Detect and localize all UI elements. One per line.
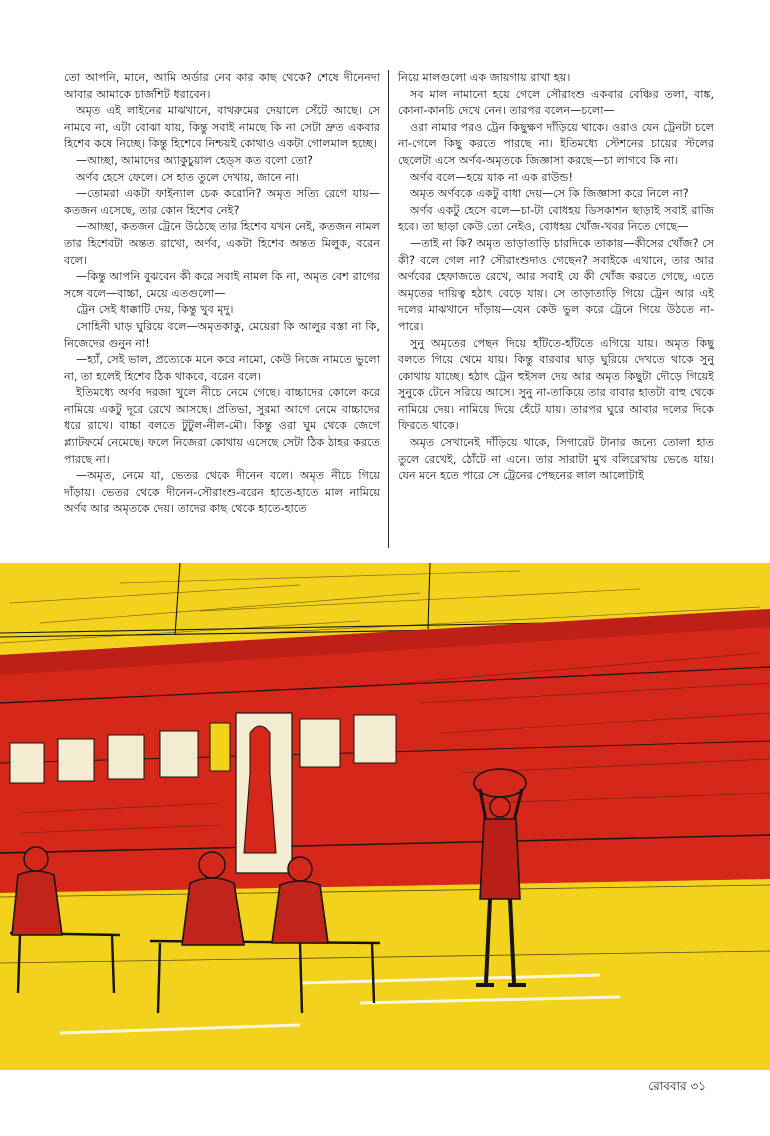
article-paragraph: —তাই না কি? অমৃত তাড়াতাড়ি চারদিকে তাকায়—কীসের খোঁজ? সে কী? বলে গেল না? সৌরাংশুদাও গেছেন? সবাইকে এখানে, তার আর অর্ণবের হেফাজতে রেখে, আর সবাই যে কী খোঁজ করতে গেছে, এতে অমৃতের দায়িত্ব হঠাৎ বেড়ে যায়। সে তাড়াতাড়ি গিয়ে ট্রেন আর এই দলের মাঝখানে দাঁড়ায়—যেন কেউ ভুল করে ট্রেনে গিয়ে উঠতে না-পারে। [398,236,714,333]
article-paragraph: —আচ্ছা, কতজন ট্রেনে উঠেছে তার হিশেব যখন নেই, কতজন নামল তার হিশেবটা অন্তত রাখো, অর্ণব, একটা হিশেব অন্তত মিলুক, বরেন বলে। [64,220,380,267]
article-paragraph: —আচ্ছা, আমাদের অ্যাকুচুয়াল হেড্‌স কত বলো তো? [76,153,313,167]
article-paragraph: ইতিমধ্যে অর্ণব দরজা খুলে নীচে নেমে গেছে। বাচ্চাদের কোলে করে নামিয়ে একটু দূরে রেখে আসছে। প্রতিভা, সুরমা আগে নেমে বাচ্চাদের ধরে রাখে। বাচ্চা বলতে টুটুল-নীল-মৌ। কিন্তু ওরা ঘুম থেকে জেগে প্ল্যাটফর্মে নেমেছে। ফলে নিজেরা কোথায় এসেছে সেটা ঠিক ঠাহর করতে পারছে না। [64,386,380,466]
article-column-left [64,70,380,546]
article-paragraph: তো আপনি, মানে, আমি অর্ডার নেব কার কাছ থেকে? শেষে দীনেনদা আবার আমাকে চার্জশিট ধরাবেন। [64,71,380,101]
train-platform-illustration [0,563,770,1070]
article-paragraph: ওরা নামার পরও ট্রেন কিছুক্ষণ দাঁড়িয়ে থাকে। ওরাও যেন ট্রেনটা চলে না-গেলে কিছু করতে পারছে না। ইতিমধ্যে স্টেশনের চায়ের স্টলের ছেলেটা এসে অর্ণব-অমৃতকে জিজ্ঞাসা করছে—চা লাগবে কি না। [398,120,714,167]
article-paragraph: অর্ণব বলে—হয়ে যাক না এক রাউন্ড! [410,170,573,184]
article-paragraph: সোহিনী ঘাড় ঘুরিয়ে বলে—অমৃতকাকু, মেয়েরা কি আলুর বস্তা না কি, নিজেদের গুনুন না! [64,319,380,350]
article-paragraph: —অমৃত, নেমে যা, ভেতর থেকে দীনেন বলে। অমৃত নীচে গিয়ে দাঁড়ায়। ভেতর থেকে দীনেন-সৌরাংশু-বরেন হাতে-হাতে মাল নামিয়ে অর্ণব আর অমৃতকে দেয়। তাদের কাছ থেকে হাতে-হাতে [64,469,380,516]
platform-floor [0,879,770,1070]
article-paragraph: সব মাল নামানো হয়ে গেলে সৌরাংশু একবার বেঞ্চির তলা, বাঙ্ক, কোনা-কানচি দেখে নেন। তারপর বলেন—চলো— [398,87,714,118]
article-paragraph: নিয়ে মালগুলো এক জায়গায় রাখা হয়। [398,71,571,84]
column-divider [388,70,389,548]
article-paragraph: অমৃত এই লাইনের মাঝখানে, বাথরুমের দেয়ালে সেঁটে আছে। সে নামবে না, এটা বোঝা যায়, কিন্তু সবাই নামছে কি না সেটা দ্রুত একবার হিশেব কষে নিচ্ছে। কিন্তু হিশেবে নিশ্চয়ই কোথাও একটা গোলমাল হচ্ছে। [64,104,380,151]
article-column-right [398,70,714,546]
article-paragraph: অমৃত অর্ণবকে একটু বাধা দেয়—সে কি জিজ্ঞাসা করে নিলে না? [410,187,689,201]
article-paragraph: সুনু অমৃতের পেছন দিয়ে হাঁটতে-হাঁটতে এগিয়ে যায়। অমৃত কিছু বলতে গিয়ে থেমে যায়। কিন্তু বারবার ঘাড় ঘুরিয়ে দেখতে থাকে সুনু কোথায় যাচ্ছে। হঠাৎ ট্রেন হুইসল দেয় আর অমৃত কিছুটা দৌড়ে গিয়েই সুনুকে টেনে সরিয়ে আসে। সুনু না-তাকিয়ে তার বাবার হাতটা বাহু থেকে নামিয়ে দেয়। নামিয়ে দিয়ে হেঁটে যায়। তারপর ঘুরে আবার দলের দিকে ফিরতে থাকে। [398,336,714,433]
article-paragraph: —হ্যাঁ, সেই ভাল, প্রত্যেকে মনে করে নামো, কেউ নিজে নামতে ভুলো না, তা হলেই হিশেব ঠিক থাকবে, বরেন বলে। [64,353,380,383]
article-paragraph: ট্রেন সেই ধাক্কাটি দেয়, কিন্তু খুব মৃদু। [76,303,234,317]
illustration-drawing [0,563,770,1070]
article-paragraph: —কিন্তু আপনি বুঝবেন কী করে সবাই নামল কি না, অমৃত বেশ রাগের সঙ্গে বলে—বাচ্চা, মেয়ে এতগুলো— [64,270,380,300]
article-paragraph: অর্ণব একটু হেসে বলে—চা-টা বোধহয় ডিসকাশন ছাড়াই সবাই রাজি হবে। তা ছাড়া কেউ তো নেইও, বোধহয় খোঁজ-খবর নিতে গেছে— [398,203,714,234]
article-paragraph: অমৃত সেখানেই দাঁড়িয়ে থাকে, সিগারেট টানার জন্যে তোলা হাত তুলে রেখেই, ঠোঁটে না এনে। তার সারাটা মুখ বলিরেখায় ভেঙে যায়। যেন মনে হতে পারে সে ট্রেনের পেছনের লাল আলোটাই [398,436,714,483]
article-paragraph: —তোমরা একটা ফাইন্যাল চেক করোনি? অমৃত সত্যি রেগে যায়—কতজন এসেছে, তার কোন হিশেব নেই? [64,187,380,217]
page-folio: রোববার ৩১ [648,1079,706,1093]
article-paragraph: অর্ণব হেসে ফেলে। সে হাত তুলে দেখায়, জানে না। [76,170,300,184]
red-train [0,609,770,893]
